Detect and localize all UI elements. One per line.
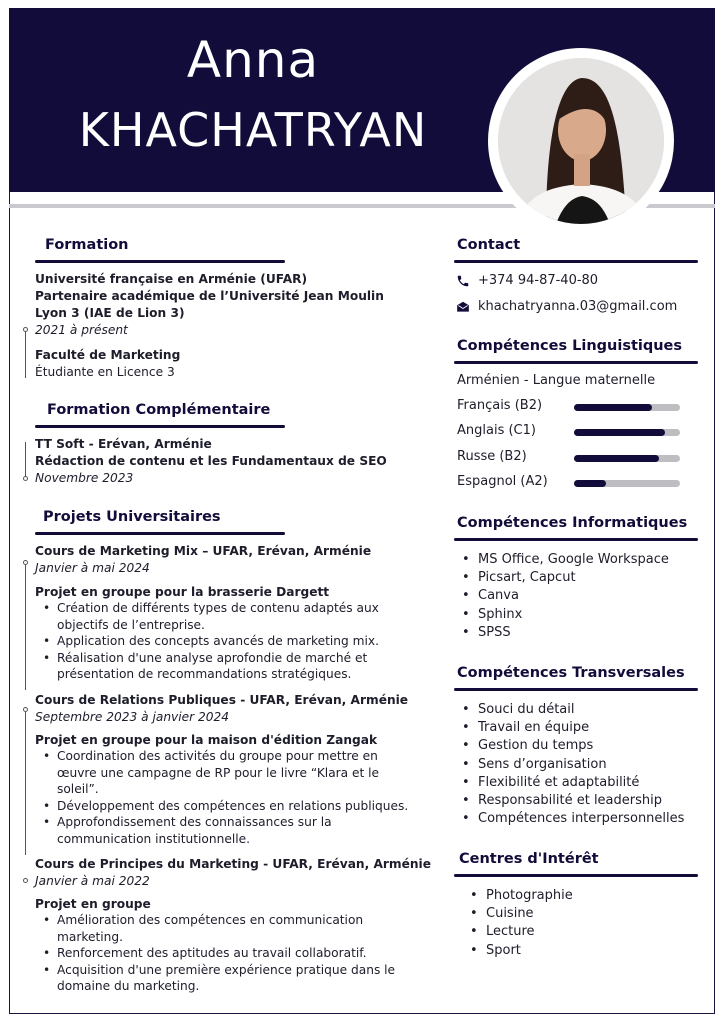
lang-label-fr: Français (B2) xyxy=(457,398,543,413)
transversales-rule xyxy=(454,688,698,691)
project3-title: Projet en groupe xyxy=(35,897,151,911)
projets-title: Projets Universitaires xyxy=(43,509,221,525)
project3-bullets xyxy=(39,912,411,995)
list-item: • Cuisine xyxy=(464,905,573,923)
list-item: • Application des concepts avancés de marketing mix. xyxy=(39,633,411,650)
informatique-list xyxy=(456,551,669,642)
interets-list xyxy=(464,887,573,960)
formation-timeline xyxy=(25,330,26,378)
list-item: • Sport xyxy=(464,942,573,960)
list-item: • MS Office, Google Workspace xyxy=(456,551,669,569)
contact-rule xyxy=(454,260,698,263)
lang-bar-en xyxy=(574,429,680,436)
timeline-dot xyxy=(23,327,28,332)
list-item: • Amélioration des compétences en communication marketing. xyxy=(39,912,411,945)
list-item: • Picsart, Capcut xyxy=(456,569,669,587)
project1-bullets xyxy=(39,600,411,683)
lang-label-es: Espagnol (A2) xyxy=(457,474,548,489)
projets-timeline-1 xyxy=(25,562,26,690)
list-item: • Gestion du temps xyxy=(456,737,684,755)
timeline-dot xyxy=(23,560,28,565)
profile-photo xyxy=(498,58,664,224)
formation-complementaire-title: Formation Complémentaire xyxy=(47,402,271,418)
project2-course: Cours de Relations Publiques - UFAR, Erévan, Arménie xyxy=(35,693,409,707)
list-item: • SPSS xyxy=(456,624,669,642)
list-item: • Photographie xyxy=(464,887,573,905)
lang-bar-es xyxy=(574,480,680,487)
list-item: • Travail en équipe xyxy=(456,719,684,737)
list-item: • Sens d’organisation xyxy=(456,756,684,774)
formation-rule xyxy=(35,260,285,263)
project1-course: Cours de Marketing Mix – UFAR, Erévan, Arménie xyxy=(35,544,372,558)
list-item: • Souci du détail xyxy=(456,701,684,719)
timeline-dot xyxy=(23,878,28,883)
phone-icon xyxy=(456,274,470,288)
list-item: • Acquisition d'une première expérience pratique dans le domaine du marketing. xyxy=(39,962,411,995)
langues-rule xyxy=(454,361,698,364)
list-item: • Compétences interpersonnelles xyxy=(456,810,684,828)
list-item: • Création de différents types de contenu adaptés aux objectifs de l’entreprise. xyxy=(39,600,411,633)
project1-dates: Janvier à mai 2024 xyxy=(35,561,150,575)
list-item: • Développement des compétences en relations publiques. xyxy=(39,798,411,815)
fc-dates: Novembre 2023 xyxy=(35,471,134,485)
project2-dates: Septembre 2023 à janvier 2024 xyxy=(35,710,230,724)
list-item: • Renforcement des aptitudes au travail collaboratif. xyxy=(39,945,411,962)
list-item: • Canva xyxy=(456,587,669,605)
informatique-rule xyxy=(454,538,698,541)
lang-label-en: Anglais (C1) xyxy=(457,423,536,438)
list-item: • Coordination des activités du groupe pour mettre en œuvre une campagne de RP pour le livre “Klara et le soleil”. xyxy=(39,748,411,798)
formation-school-line3: Lyon 3 (IAE de Lion 3) xyxy=(35,306,185,320)
project1-title: Projet en groupe pour la brasserie Dargett xyxy=(35,585,330,599)
formation-complementaire-rule xyxy=(35,425,285,428)
fc-line2: Rédaction de contenu et les Fundamentaux de SEO xyxy=(35,454,387,468)
list-item: • Lecture xyxy=(464,923,573,941)
formation-school-line1: Université française en Arménie (UFAR) xyxy=(35,272,308,286)
interets-rule xyxy=(454,874,698,877)
formation-dates: 2021 à présent xyxy=(35,323,128,337)
transversales-title: Compétences Transversales xyxy=(457,665,685,681)
list-item: • Approfondissement des connaissances sur la communication institutionnelle. xyxy=(39,814,411,847)
projets-rule xyxy=(35,532,285,535)
contact-title: Contact xyxy=(457,237,521,253)
formation-faculty: Faculté de Marketing xyxy=(35,348,181,362)
lang-bar-fill xyxy=(574,404,652,411)
timeline-dot xyxy=(23,476,28,481)
contact-email[interactable]: khachatryanna.03@gmail.com xyxy=(478,299,678,314)
list-item: • Sphinx xyxy=(456,606,669,624)
list-item: • Responsabilité et leadership xyxy=(456,792,684,810)
list-item: • Réalisation d'une analyse aprofondie de marché et présentation de recommandations stratégiques. xyxy=(39,650,411,683)
langues-title: Compétences Linguistiques xyxy=(457,338,683,354)
interets-title: Centres d'Intérêt xyxy=(459,851,599,867)
last-name: KHACHATRYAN xyxy=(78,103,428,157)
list-item: • Flexibilité et adaptabilité xyxy=(456,774,684,792)
fc-line1: TT Soft - Erévan, Arménie xyxy=(35,437,212,451)
lang-bar-fr xyxy=(574,404,680,411)
transversales-list xyxy=(456,701,684,828)
project2-title: Projet en groupe pour la maison d'édition Zangak xyxy=(35,733,378,747)
projets-timeline-2 xyxy=(25,709,26,855)
lang-bar-fill xyxy=(574,429,665,436)
contact-phone[interactable]: +374 94-87-40-80 xyxy=(478,273,599,288)
formation-level: Étudiante en Licence 3 xyxy=(35,365,175,379)
lang-bar-fill xyxy=(574,480,606,487)
first-name: Anna xyxy=(186,31,320,89)
informatique-title: Compétences Informatiques xyxy=(457,515,688,531)
envelope-icon xyxy=(456,300,470,314)
formation-school-line2: Partenaire académique de l’Université Jean Moulin xyxy=(35,289,384,303)
project2-bullets xyxy=(39,748,411,847)
fc-timeline xyxy=(25,442,26,478)
timeline-dot xyxy=(23,707,28,712)
lang-bar-ru xyxy=(574,455,680,462)
lang-bar-fill xyxy=(574,455,659,462)
project3-course: Cours de Principes du Marketing - UFAR, Erévan, Arménie xyxy=(35,857,432,871)
formation-title: Formation xyxy=(45,237,129,253)
lang-label-ru: Russe (B2) xyxy=(457,449,527,464)
native-language: Arménien - Langue maternelle xyxy=(457,373,656,388)
project3-dates: Janvier à mai 2022 xyxy=(35,874,150,888)
